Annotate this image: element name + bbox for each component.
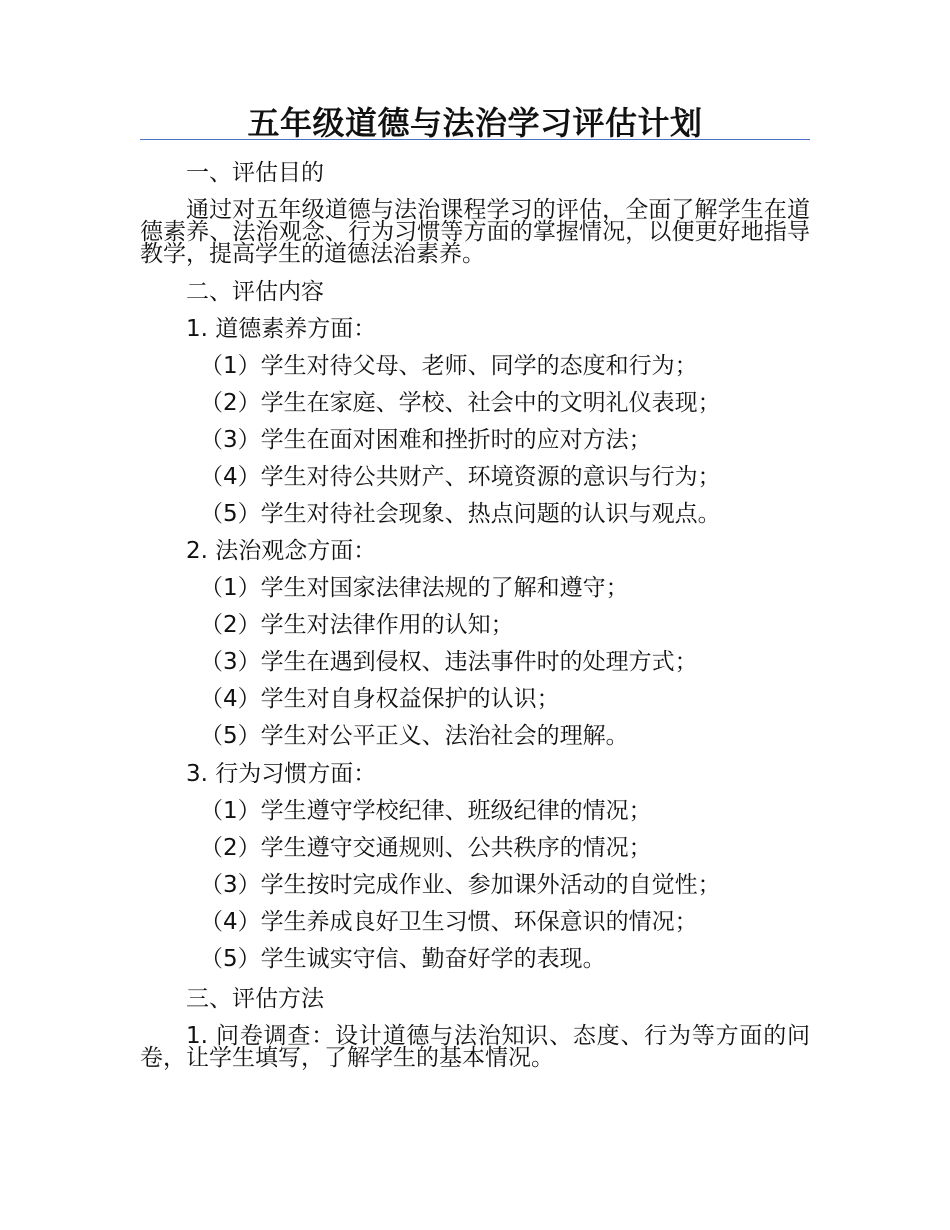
list-item: （5）学生对待社会现象、热点问题的认识与观点。 (200, 501, 721, 527)
list-item: （4）学生对自身权益保护的认识； (200, 686, 560, 712)
list-item: （1）学生对待父母、老师、同学的态度和行为； (200, 353, 698, 379)
list-item: （1）学生遵守学校纪律、班级纪律的情况； (200, 798, 652, 824)
list-item: （2）学生在家庭、学校、社会中的文明礼仪表现； (200, 390, 721, 416)
list-item: （4）学生养成良好卫生习惯、环保意识的情况； (200, 909, 698, 935)
title-underline (140, 139, 810, 140)
section-heading-content: 二、评估内容 (186, 279, 324, 305)
list-item: （1）学生对国家法律法规的了解和遵守； (200, 575, 629, 601)
list-item: （3）学生在遇到侵权、违法事件时的处理方式； (200, 649, 698, 675)
section-heading-method: 三、评估方法 (186, 986, 324, 1012)
list-item: （2）学生对法律作用的认知； (200, 612, 514, 638)
list-item: （3）学生按时完成作业、参加课外活动的自觉性； (200, 872, 721, 898)
group-label-law: 2. 法治观念方面： (186, 538, 377, 564)
purpose-paragraph: 通过对五年级道德与法治课程学习的评估，全面了解学生在道德素养、法治观念、行为习惯等方面的掌握情况，以便更好地指导教学，提高学生的道德法治素养。 (140, 197, 810, 267)
document-title: 五年级道德与法治学习评估计划 (247, 104, 703, 142)
group-label-moral: 1. 道德素养方面： (186, 316, 377, 342)
list-item: （3）学生在面对困难和挫折时的应对方法； (200, 427, 652, 453)
list-item: （5）学生诚实守信、勤奋好学的表现。 (200, 946, 606, 972)
method-paragraph: 1. 问卷调查：设计道德与法治知识、态度、行为等方面的问卷，让学生填写，了解学生的基本情况。 (140, 1023, 810, 1071)
list-item: （5）学生对公平正义、法治社会的理解。 (200, 723, 629, 749)
list-item: （4）学生对待公共财产、环境资源的意识与行为； (200, 464, 721, 490)
list-item: （2）学生遵守交通规则、公共秩序的情况； (200, 835, 652, 861)
section-heading-purpose: 一、评估目的 (186, 160, 324, 186)
group-label-behavior: 3. 行为习惯方面： (186, 761, 377, 787)
